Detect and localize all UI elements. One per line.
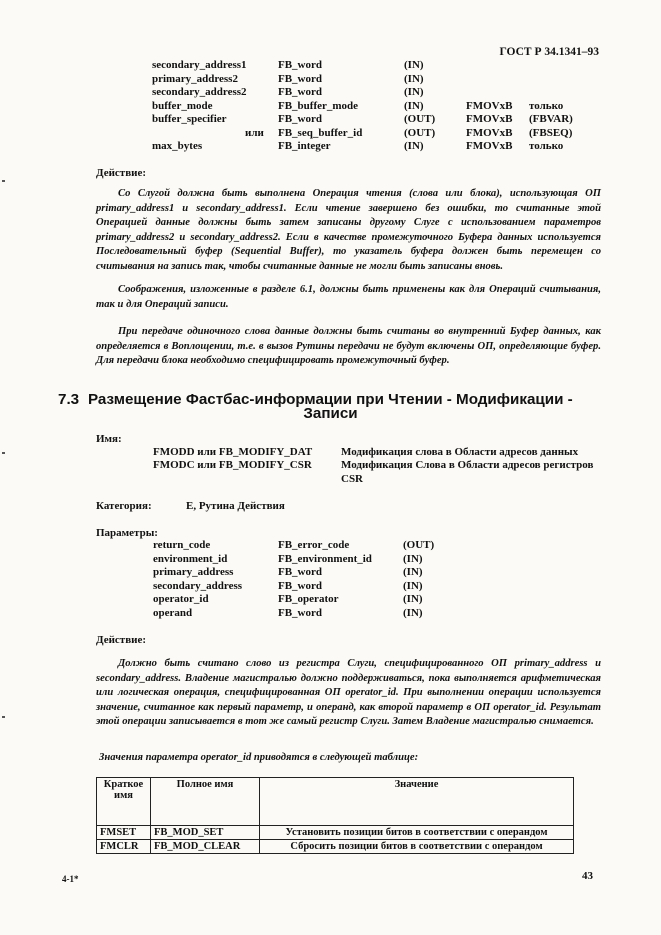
- param-type: FB_word: [278, 113, 322, 125]
- standard-header: ГОСТ Р 34.1341–93: [499, 46, 599, 58]
- param-note: (FBVAR): [529, 113, 573, 125]
- param-dir: (IN): [404, 99, 424, 112]
- table-intro: Значения параметра operator_id приводятся в следующей таблице:: [99, 752, 419, 763]
- param-name: return_code: [153, 539, 211, 551]
- param-note: (FBSEQ): [529, 126, 573, 139]
- paragraph-4: Должно быть считано слово из регистра Слуги, специфицированного ОП primary_address и secondary_address. Владение магистралью должно поддерживаться, пока выполняется арифметическая или логическая операция, специфицированная ОП operator_id. При выполнении операции используется значение, считанное как первый параметр, и операнд, как второй параметр в ОП operator_id. Результат этой операции записывается в тот же самый регистр Слуги. Затем Владение магистралью снимается.: [96, 658, 601, 728]
- operator-table: [96, 777, 574, 854]
- param-dir: (OUT): [404, 113, 436, 125]
- param-name: operator_id: [153, 593, 209, 605]
- action-label-2: Действие:: [96, 634, 147, 646]
- row-full-name: FB_MOD_CLEAR: [151, 840, 260, 854]
- param-row: [153, 593, 453, 607]
- param-name: primary_address2: [152, 72, 238, 85]
- name-desc-2: Модификация Слова в Области адресов регистров CSR: [341, 459, 594, 485]
- param-dir: (IN): [404, 72, 424, 85]
- footer-signature: 4-1*: [62, 874, 79, 884]
- param-type: FB_buffer_mode: [278, 99, 359, 112]
- param-name: или: [245, 126, 264, 139]
- param-name: primary_address: [153, 566, 234, 578]
- category-value: Е, Рутина Действия: [186, 500, 285, 512]
- param-row: [152, 113, 592, 127]
- paragraph-2: Соображения, изложенные в разделе 6.1, должны быть применены как для Операций считывания, так и для Операций записи.: [96, 284, 601, 310]
- category-label: Категория:: [96, 500, 152, 512]
- page-number: 43: [582, 870, 593, 882]
- section-title-line2: Записи: [303, 405, 358, 422]
- name-id-1: FMODD или FB_MODIFY_DAT: [153, 446, 313, 458]
- margin-mark: [2, 716, 5, 718]
- param-dir: (OUT): [403, 539, 435, 551]
- name-id-2: FMODC или FB_MODIFY_CSR: [153, 459, 312, 471]
- param-dir: (IN): [403, 579, 423, 592]
- param-dir: (IN): [403, 593, 423, 605]
- param-mode: FMOVxB: [466, 126, 513, 139]
- param-name: secondary_address: [153, 579, 243, 592]
- param-row: [153, 539, 453, 553]
- param-row: [152, 140, 592, 154]
- action-label-1: Действие:: [96, 167, 147, 179]
- param-name: buffer_specifier: [152, 113, 227, 125]
- header-full-name: Полное имя: [151, 778, 260, 826]
- margin-mark: [2, 452, 5, 454]
- section-title-line1: Размещение Фастбас-информации при Чтении - Модификации -: [88, 391, 573, 408]
- param-type: FB_word: [278, 606, 322, 619]
- row-value: Установить позиции битов в соответствии с операндом: [260, 826, 574, 840]
- row-short-name: FMSET: [97, 826, 151, 840]
- param-type: FB_integer: [278, 140, 331, 152]
- operator-table-header: [97, 778, 574, 826]
- param-dir: (IN): [404, 86, 424, 98]
- header-value: Значение: [260, 778, 574, 826]
- param-mode: FMOVxB: [466, 113, 513, 125]
- paragraph-3: При передаче одиночного слова данные должны быть считаны во внутренний Буфер данных, как определяется в Воплощении, т.е. в вызов Рутины передачи не будут включены ОП, определяющие буфер. Для передачи блока необходимо специфицировать промежуточный буфер.: [96, 326, 601, 367]
- param-name: environment_id: [153, 552, 228, 565]
- param-type: FB_error_code: [278, 539, 350, 551]
- param-row: [152, 73, 592, 87]
- param-type: FB_seq_buffer_id: [278, 126, 363, 139]
- param-type: FB_word: [278, 566, 322, 578]
- param-note: только: [529, 140, 564, 152]
- param-name: buffer_mode: [152, 99, 213, 112]
- section-number: 7.3: [58, 391, 80, 408]
- row-short-name: FMCLR: [97, 840, 151, 854]
- param-name: operand: [153, 606, 193, 619]
- table-row: [97, 840, 574, 854]
- param-dir: (IN): [403, 606, 423, 619]
- param-mode: FMOVxB: [466, 99, 513, 112]
- name-label: Имя:: [96, 433, 122, 445]
- param-row: [152, 127, 592, 141]
- param-dir: (IN): [404, 59, 424, 71]
- param-type: FB_word: [278, 72, 322, 85]
- margin-mark: [2, 180, 5, 182]
- param-dir: (OUT): [404, 126, 436, 139]
- param-row: [152, 86, 592, 100]
- param-name: secondary_address2: [152, 86, 247, 98]
- params-label: Параметры:: [96, 527, 158, 539]
- params-table: [153, 539, 453, 620]
- param-name: max_bytes: [152, 140, 203, 152]
- param-row: [152, 100, 592, 114]
- param-mode: FMOVxB: [466, 140, 513, 152]
- header-short-name: Краткое имя: [97, 778, 151, 826]
- param-dir: (IN): [403, 552, 423, 565]
- param-row: [153, 553, 453, 567]
- param-row: [152, 59, 592, 73]
- param-type: FB_environment_id: [278, 552, 372, 565]
- paragraph-1: Со Слугой должна быть выполнена Операция чтения (слова или блока), использующая ОП primary_address1 и secondary_address1. Если чтение завершено без ошибки, то считанные этой Операцией данные должны быть затем записаны другому Слуге с использованием параметров primary_address2 и secondary_address2. Если в качестве промежуточного Буфера данных используется Последовательный буфер (Sequential Buffer), то указатель буфера должен быть перемещен со считывания на запись так, чтобы считанные данные не могли быть записаны вновь.: [96, 188, 601, 272]
- param-type: FB_word: [278, 59, 322, 71]
- param-row: [153, 607, 453, 621]
- param-note: только: [529, 99, 564, 112]
- param-row: [153, 566, 453, 580]
- param-row: [153, 580, 453, 594]
- param-name: secondary_address1: [152, 59, 247, 71]
- row-value: Сбросить позиции битов в соответствии с операндом: [260, 840, 574, 854]
- name-desc-1: Модификация слова в Области адресов данных: [341, 446, 579, 458]
- param-dir: (IN): [403, 566, 423, 578]
- row-full-name: FB_MOD_SET: [151, 826, 260, 840]
- param-type: FB_word: [278, 86, 322, 98]
- param-type: FB_operator: [278, 593, 339, 605]
- table-row: [97, 826, 574, 840]
- top-params-table: [152, 59, 592, 154]
- param-dir: (IN): [404, 140, 424, 152]
- param-type: FB_word: [278, 579, 322, 592]
